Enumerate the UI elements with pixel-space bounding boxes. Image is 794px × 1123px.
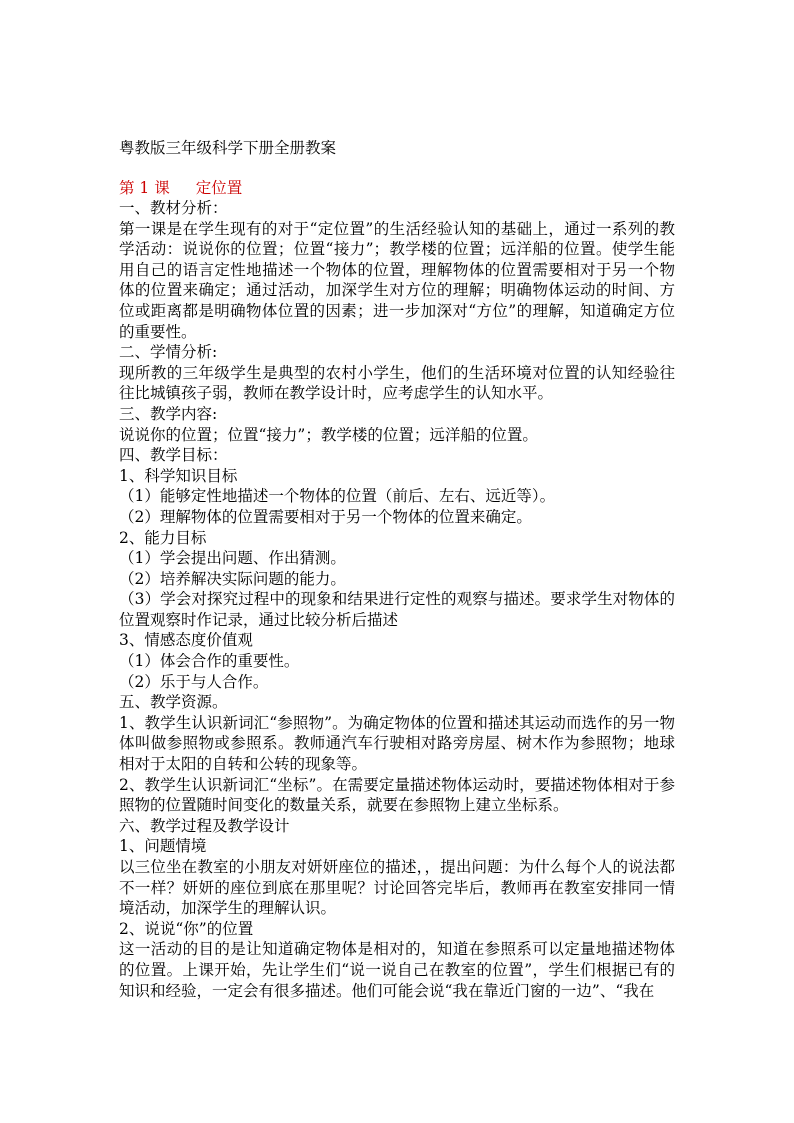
resources-paragraph-1: 1、教学生认识新词汇“参照物”。为确定物体的位置和描述其运动而选作的另一物体叫做参照物或参照系。教师通汽车行驶相对路旁房屋、树木作为参照物；地球相对于太阳的自转和公转的现象等。 [119, 713, 675, 774]
process-1-paragraph: 以三位坐在教室的小朋友对妍妍座位的描述，，提出问题：为什么每个人的说法都不一样？妍妍的座位到底在那里呢？讨论回答完毕后，教师再在教室安排同一情境活动，加深学生的理解认识。 [119, 858, 675, 918]
document-title: 粤教版三年级科学下册全册教案 [119, 139, 337, 157]
lesson-number: 第 1 课 [119, 179, 170, 197]
goal-attitude-heading: 3、情感态度价值观 [119, 631, 253, 650]
goal-ability-1: （1）学会提出问题、作出猜测。 [119, 549, 346, 568]
process-2-heading: 2、说说“你”的位置 [119, 919, 254, 938]
lesson-heading [119, 178, 675, 198]
resources-paragraph-2: 2、教学生认识新词汇“坐标”。在需要定量描述物体运动时，要描述物体相对于参照物的位置随时间变化的数量关系，就要在参照物上建立坐标系。 [119, 775, 675, 815]
analysis-paragraph: 第一课是在学生现有的对于“定位置”的生活经验认知的基础上，通过一系列的教学活动：说说你的位置；位置“接力”；教学楼的位置；远洋船的位置。使学生能用自己的语言定性地描述一个物体的位置，理解物体的位置需要相对于另一个物体的位置来确定；通过活动，加深学生对方位的理解；明确物体运动的时间、方位或距离都是明确物体位置的因素；进一步加深对“方位”的理解，知道确定方位的重要性。 [119, 219, 675, 341]
goal-ability-2: （2）培养解决实际问题的能力。 [119, 569, 346, 588]
process-1-heading: 1、问题情境 [119, 837, 207, 856]
goal-ability-heading: 2、能力目标 [119, 528, 207, 547]
document-body [119, 198, 675, 1001]
document-page [119, 138, 675, 1001]
section-heading-analysis: 一、教材分析： [119, 199, 228, 217]
students-paragraph: 现所教的三年级学生是典型的农村小学生，他们的生活环境对位置的认知经验往往比城镇孩子弱，教师在教学设计时，应考虑学生的认知水平。 [119, 363, 675, 403]
goal-attitude-2: （2）乐于与人合作。 [119, 672, 269, 691]
section-heading-goals: 四、教学目标： [119, 446, 228, 465]
goal-knowledge-2: （2）理解物体的位置需要相对于另一个物体的位置来确定。 [119, 507, 532, 526]
section-heading-content: 三、教学内容: [119, 404, 218, 423]
goal-knowledge-1: （1）能够定性地描述一个物体的位置（前后、左右、远近等）。 [119, 487, 556, 506]
lesson-name: 定位置 [195, 179, 243, 197]
goal-knowledge-heading: 1、科学知识目标 [119, 466, 238, 485]
goal-attitude-1: （1）体会合作的重要性。 [119, 652, 300, 671]
section-heading-process: 六、教学过程及教学设计 [119, 816, 290, 835]
content-line: 说说你的位置；位置“接力”；教学楼的位置；远洋船的位置。 [119, 425, 538, 444]
section-heading-students: 二、学情分析: [119, 343, 218, 362]
goal-ability-3: （3）学会对探究过程中的现象和结果进行定性的观察与描述。要求学生对物体的位置观察时作记录，通过比较分析后描述 [119, 590, 675, 629]
process-2-paragraph: 这一活动的目的是让知道确定物体是相对的，知道在参照系可以定量地描述物体的位置。上课开始，先让学生们“说一说自己在教室的位置”，学生们根据已有的知识和经验，一定会有很多描述。他们可能会说“我在靠近门窗的一边”、“我在 [119, 940, 675, 1000]
section-heading-resources: 五、教学资源。 [119, 693, 228, 712]
